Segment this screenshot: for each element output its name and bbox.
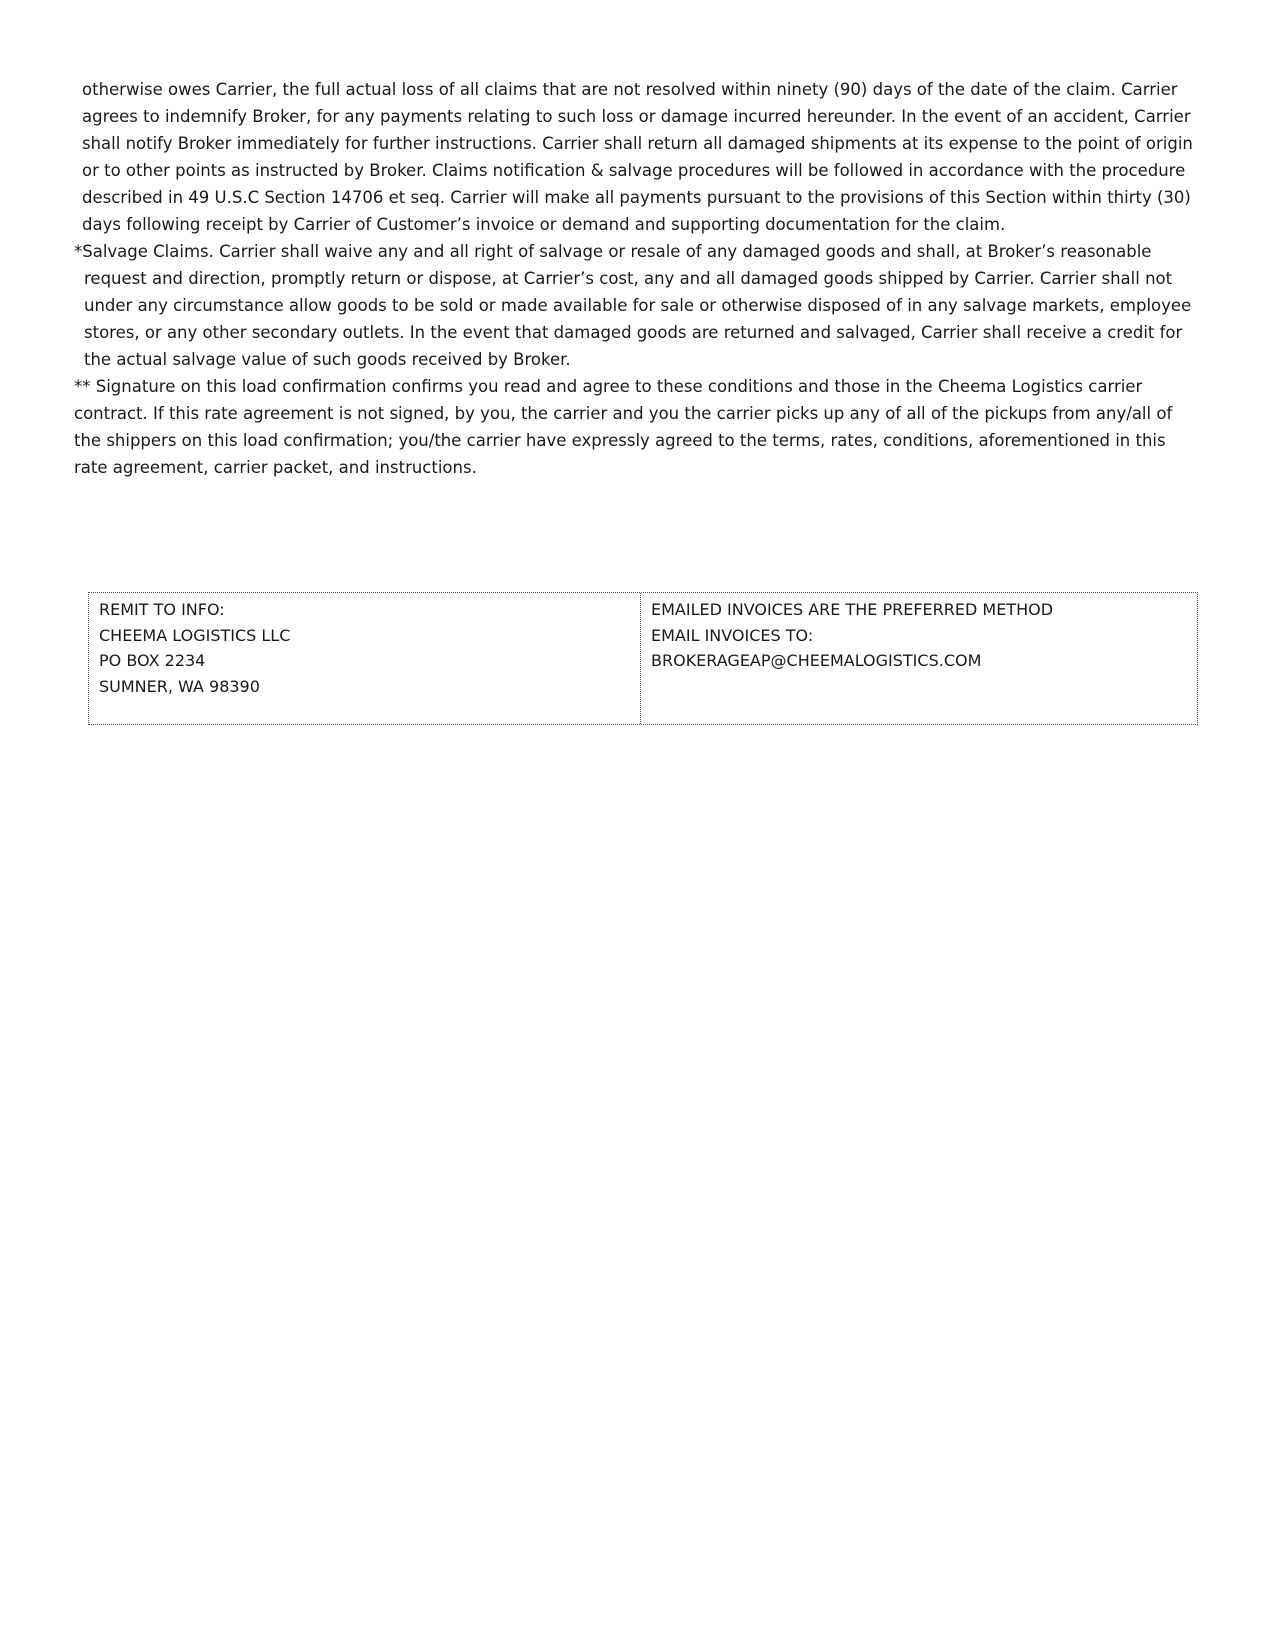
remit-info-table [88,592,1198,725]
claims-paragraph: otherwise owes Carrier, the full actual loss of all claims that are not resolved within ninety (90) days of the date of the claim. Carrier agrees to indemnify Broker, for any payments relating to such loss or damage incurred hereunder. In the event of an accident, Carrier shall notify Broker immediately for further instructions. Carrier shall return all damaged shipments at its expense to the point of origin or to other points as instructed by Broker. Claims notification & salvage procedures will be followed in accordance with the procedure described in 49 U.S.C Section 14706 et seq. Carrier will make all payments pursuant to the provisions of this Section within thirty (30) days following receipt by Carrier of Customer’s invoice or demand and supporting documentation for the claim. [82,80,1193,234]
remit-company: CHEEMA LOGISTICS LLC [99,625,291,645]
remit-po-box: PO BOX 2234 [99,651,206,670]
invoice-email-address: BROKERAGEAP@CHEEMALOGISTICS.COM [651,651,982,670]
remit-heading: REMIT TO INFO: [99,600,225,619]
remit-to-cell [89,593,641,724]
salvage-claims-paragraph: *Salvage Claims. Carrier shall waive any and all right of salvage or resale of any damaged goods and shall, at Broker’s reasonable request and direction, promptly return or dispose, at Carrier’s cost, any and all damaged goods shipped by Carrier. Carrier shall not under any circumstance allow goods to be sold or made available for sale or otherwise disposed of in any salvage markets, employee stores, or any other secondary outlets. In the event that damaged goods are returned and salvaged, Carrier shall receive a credit for the actual salvage value of such goods received by Broker. [74,242,1192,369]
remit-city-state-zip: SUMNER, WA 98390 [99,676,260,696]
email-invoices-cell [641,593,1197,724]
preferred-method-note: EMAILED INVOICES ARE THE PREFERRED METHOD [651,600,1054,619]
terms-section [74,76,1194,481]
email-invoices-label: EMAIL INVOICES TO: [651,625,814,645]
signature-paragraph: ** Signature on this load confirmation confirms you read and agree to these conditions and those in the Cheema Logistics carrier contract. If this rate agreement is not signed, by you, the carrier and you the carrier picks up any of all of the pickups from any/all of the shippers on this load confirmation; you/the carrier have expressly agreed to the terms, rates, conditions, aforementioned in this rate agreement, carrier packet, and instructions. [74,377,1173,477]
